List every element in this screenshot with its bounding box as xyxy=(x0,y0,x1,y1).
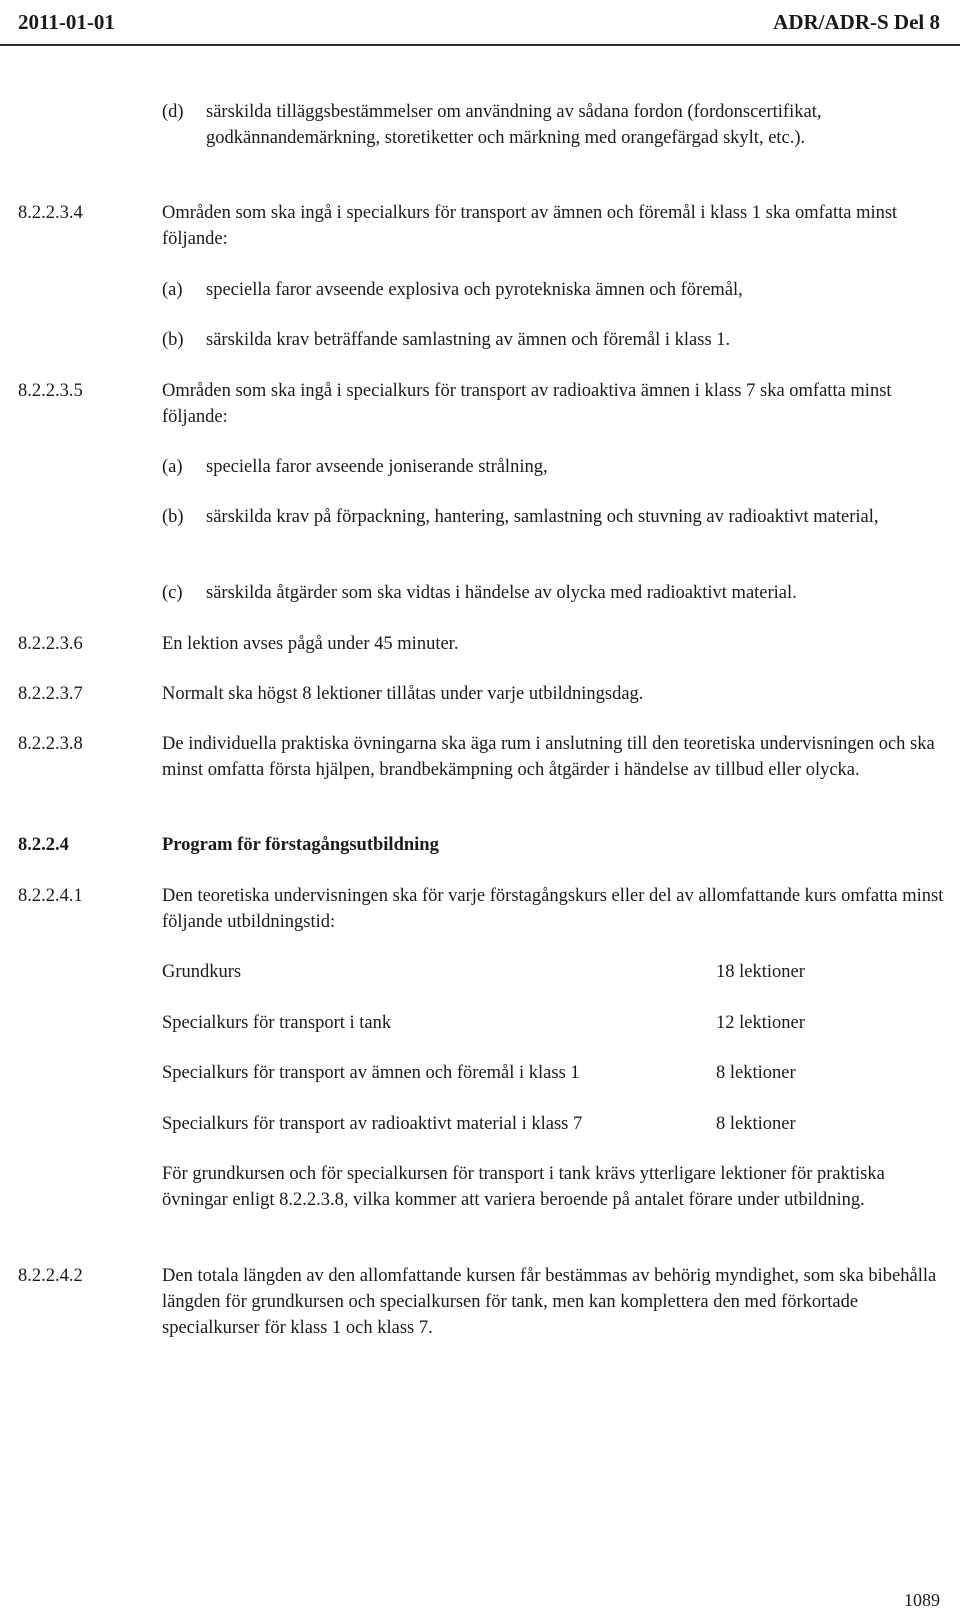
section-number-8-2-2-3-7: 8.2.2.3.7 xyxy=(18,684,83,704)
course-name: Specialkurs för transport av radioaktivt material i klass 7 xyxy=(162,1114,583,1134)
course-hours: 12 lektioner xyxy=(716,1013,805,1033)
section-number-8-2-2-3-6: 8.2.2.3.6 xyxy=(18,634,83,654)
page-number: 1089 xyxy=(904,1590,940,1610)
course-hours: 8 lektioner xyxy=(716,1114,796,1134)
item-label: (b) xyxy=(162,330,184,350)
section-text-8-2-2-3-6: En lektion avses pågå under 45 minuter. xyxy=(162,634,459,654)
item-label: (c) xyxy=(162,583,183,603)
section-text-8-2-2-3-4: Områden som ska ingå i specialkurs för transport av ämnen och föremål i klass 1 ska omfatta minst följande: xyxy=(162,203,898,249)
section-text-8-2-2-3-7: Normalt ska högst 8 lektioner tillåtas under varje utbildningsdag. xyxy=(162,684,644,704)
item-text: särskilda krav på förpackning, hantering, samlastning och stuvning av radioaktivt material, xyxy=(206,507,879,527)
section-number-8-2-2-3-4: 8.2.2.3.4 xyxy=(18,203,83,223)
section-number-8-2-2-4-2: 8.2.2.4.2 xyxy=(18,1266,83,1286)
section-text-8-2-2-3-5: Områden som ska ingå i specialkurs för transport av radioaktiva ämnen i klass 7 ska omfatta minst följande: xyxy=(162,381,892,427)
course-hours: 18 lektioner xyxy=(716,962,805,982)
item-label: (a) xyxy=(162,280,183,300)
course-name: Grundkurs xyxy=(162,962,242,982)
page-header xyxy=(0,0,960,44)
item-text: särskilda åtgärder som ska vidtas i händelse av olycka med radioaktivt material. xyxy=(206,583,797,603)
section-text-8-2-2-4-2: Den totala längden av den allomfattande kursen får bestämmas av behörig myndighet, som ska bibehålla längden för grundkursen och specialkursen för tank, men kan komplettera den med förkortade specialkurser för klass 1 och klass 7. xyxy=(162,1266,937,1338)
item-text: speciella faror avseende joniserande strålning, xyxy=(206,457,548,477)
header-date: 2011-01-01 xyxy=(18,9,115,34)
section-text-8-2-2-4-1: Den teoretiska undervisningen ska för varje förstagångskurs eller del av allomfattande kurs omfatta minst följande utbildningstid: xyxy=(162,886,944,932)
course-name: Specialkurs för transport i tank xyxy=(162,1013,392,1033)
item-d-text: särskilda tilläggsbestämmelser om användning av sådana fordon (fordonscertifikat, godkännandemärkning, storetiketter och märkning med orangefärgad skylt, etc.). xyxy=(206,102,822,148)
header-divider xyxy=(0,44,960,46)
item-label: (a) xyxy=(162,457,183,477)
course-hours: 8 lektioner xyxy=(716,1063,796,1083)
item-text: särskilda krav beträffande samlastning av ämnen och föremål i klass 1. xyxy=(206,330,731,350)
course-note: För grundkursen och för specialkursen för transport i tank krävs ytterligare lektioner för praktiska övningar enligt 8.2.2.3.8, vilka kommer att variera beroende på antalet förare under utbildning. xyxy=(162,1164,885,1210)
item-d-label: (d) xyxy=(162,102,184,122)
section-number-8-2-2-4: 8.2.2.4 xyxy=(18,835,69,855)
item-label: (b) xyxy=(162,507,184,527)
section-heading-8-2-2-4: Program för förstagångsutbildning xyxy=(162,835,439,855)
section-number-8-2-2-3-5: 8.2.2.3.5 xyxy=(18,381,83,401)
section-number-8-2-2-3-8: 8.2.2.3.8 xyxy=(18,734,83,754)
item-text: speciella faror avseende explosiva och pyrotekniska ämnen och föremål, xyxy=(206,280,743,300)
section-text-8-2-2-3-8: De individuella praktiska övningarna ska äga rum i anslutning till den teoretiska undervisningen och ska minst omfatta första hjälpen, brandbekämpning och åtgärder i händelse av tillbud eller olycka. xyxy=(162,734,935,780)
header-title: ADR/ADR-S Del 8 xyxy=(773,9,940,34)
section-number-8-2-2-4-1: 8.2.2.4.1 xyxy=(18,886,83,906)
course-name: Specialkurs för transport av ämnen och föremål i klass 1 xyxy=(162,1063,580,1083)
